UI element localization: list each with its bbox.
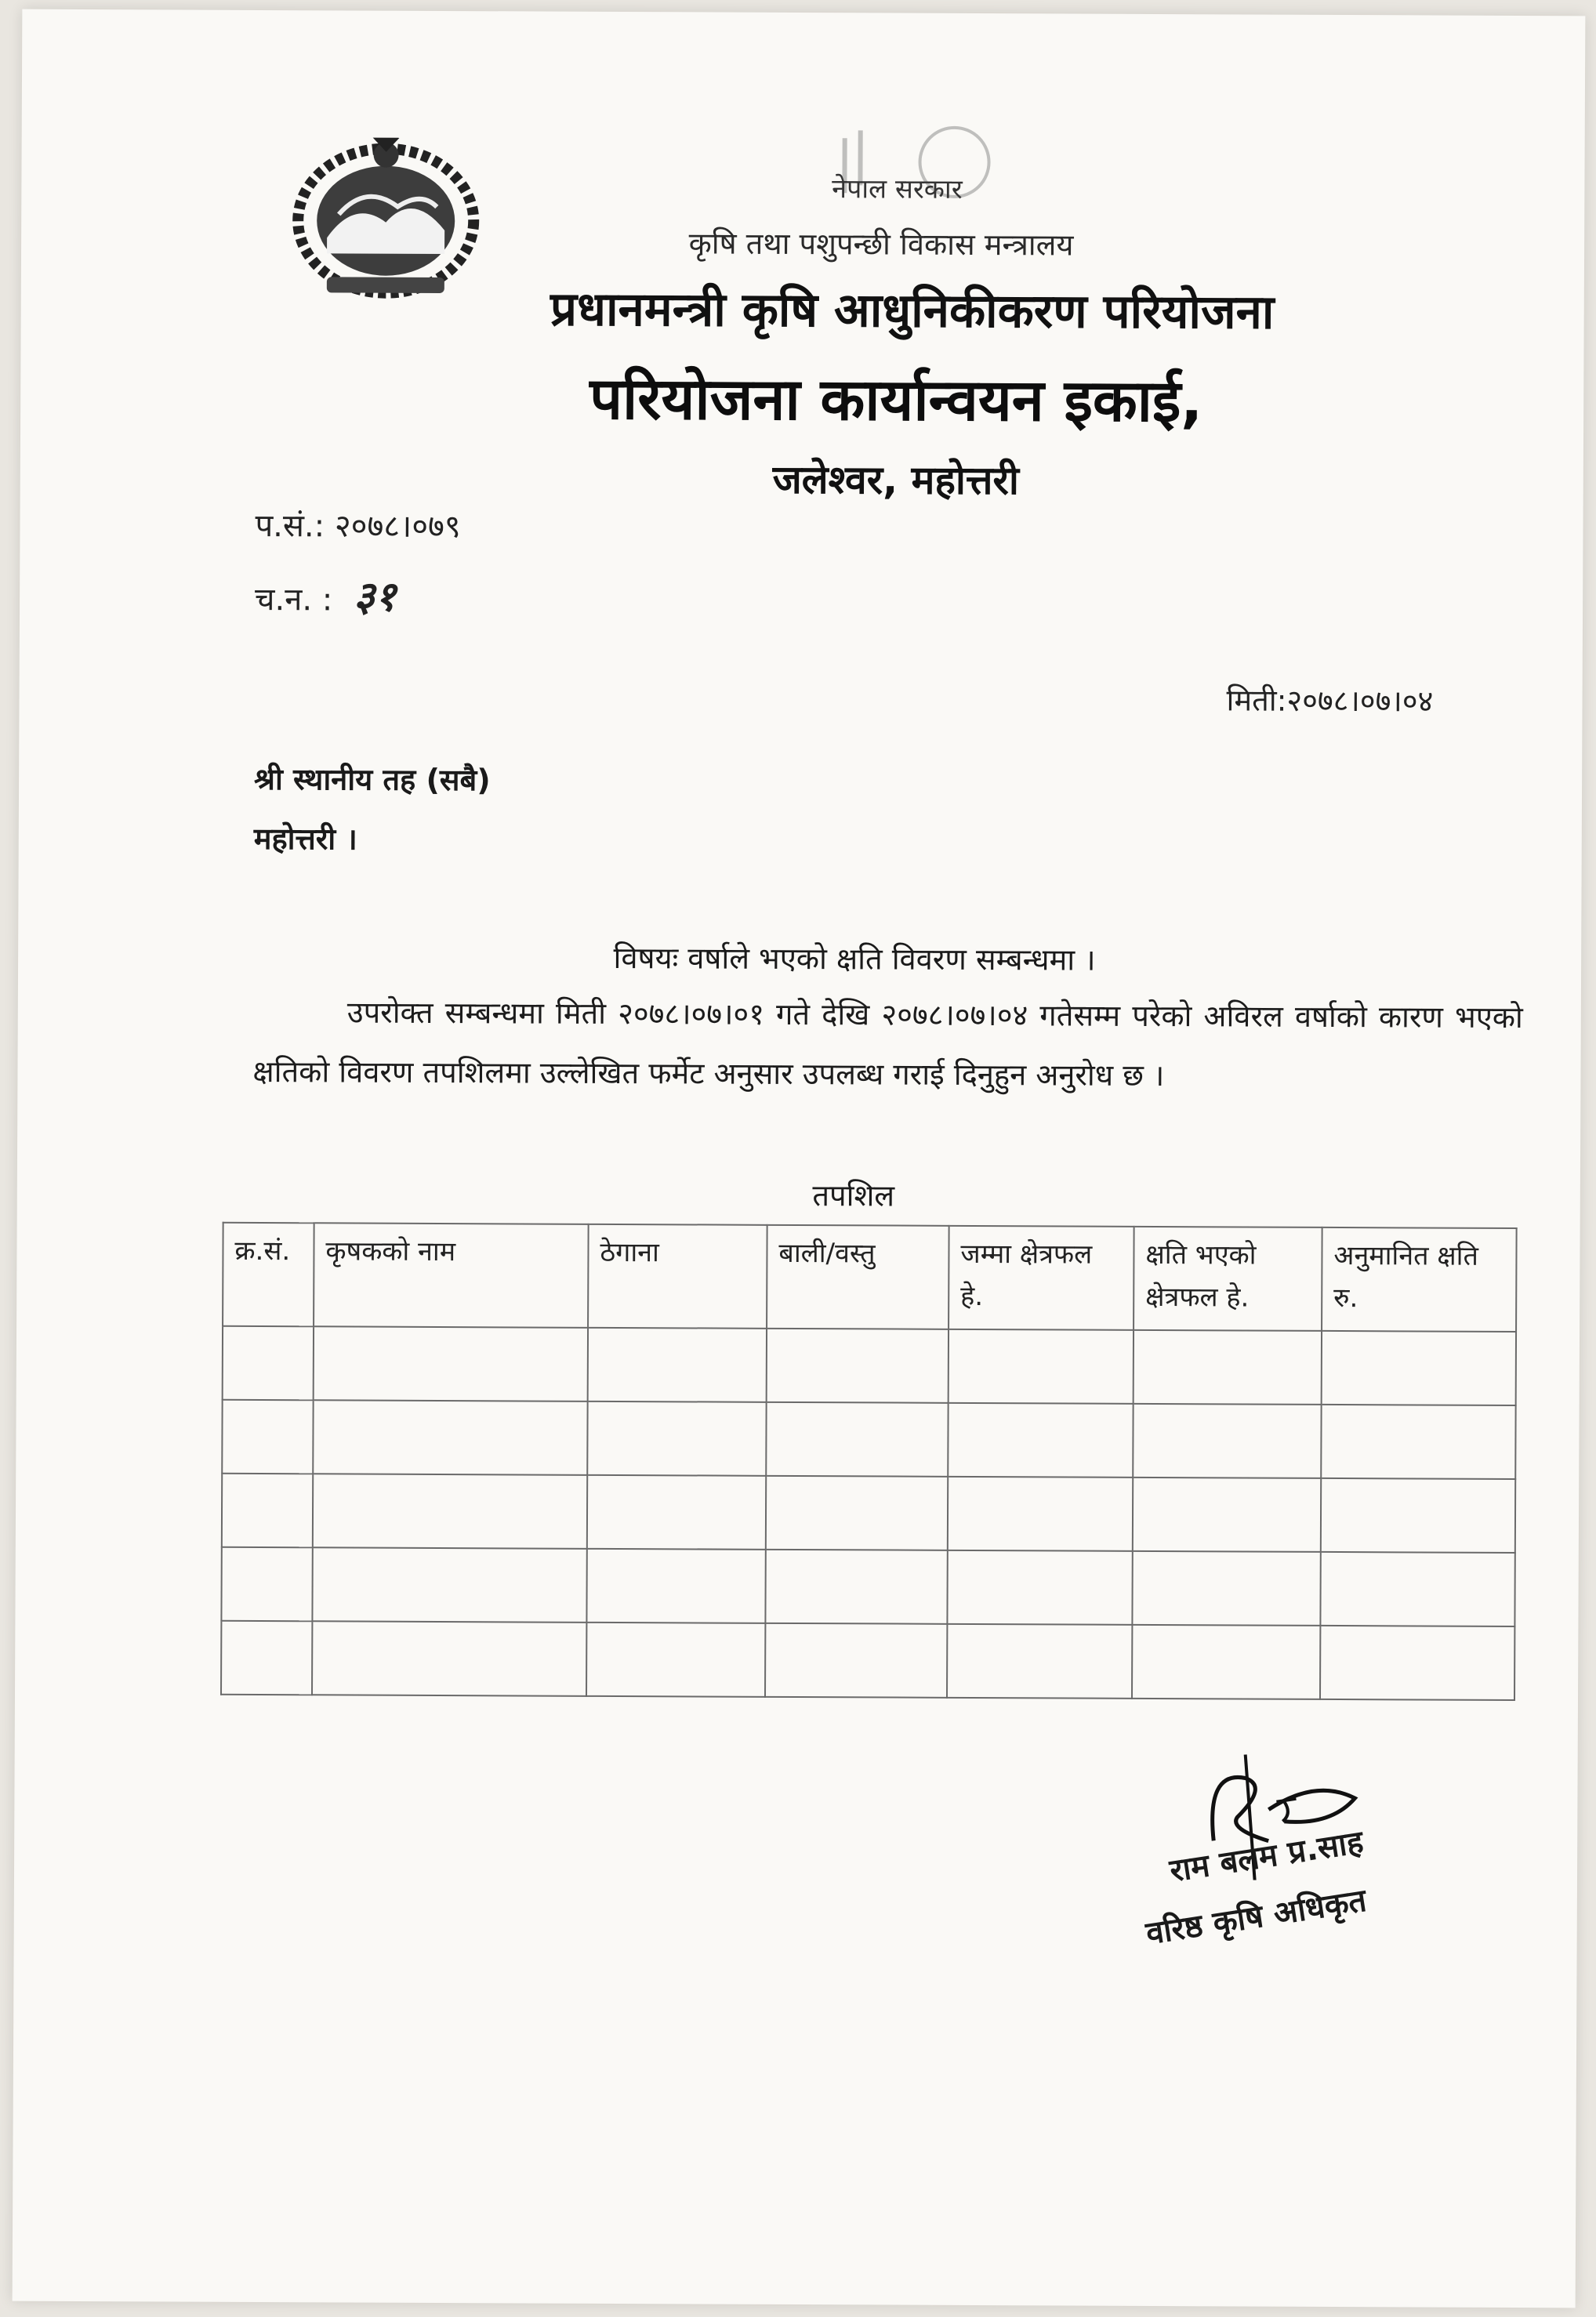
- addressee-line-2: महोत्तरी ।: [253, 821, 357, 857]
- addressee-line-1: श्री स्थानीय तह (सबै): [254, 761, 491, 798]
- col-damaged-area: क्षति भएको क्षेत्रफल हे.: [1134, 1227, 1322, 1331]
- letter-page: [13, 9, 1586, 2308]
- col-estimated-loss: अनुमानित क्षति रु.: [1322, 1227, 1517, 1332]
- project-name: प्रधानमन्त्री कृषि आधुनिकीकरण परियोजना: [550, 281, 1275, 340]
- table-row: [221, 1547, 1514, 1626]
- dispatch-number-value: ३१: [353, 573, 397, 621]
- table-header-row: [223, 1223, 1517, 1332]
- col-total-area: जम्मा क्षेत्रफल हे.: [949, 1226, 1134, 1330]
- col-farmer-name: कृषकको नाम: [314, 1223, 589, 1328]
- signatory-designation: वरिष्ठ कृषि अधिकृत: [1143, 1882, 1369, 1953]
- letter-number-value: २०७८।०७९: [334, 508, 461, 546]
- table-title: तपशिल: [812, 1178, 895, 1213]
- table-row: [222, 1474, 1515, 1553]
- letter-number: प.सं.: २०७८।०७९: [255, 507, 461, 546]
- unit-name: परियोजना कार्यान्वयन इकाई,: [589, 364, 1203, 436]
- table-row: [221, 1621, 1514, 1700]
- col-serial: क्र.सं.: [223, 1223, 314, 1327]
- ministry-name: कृषि तथा पशुपन्छी विकास मन्त्रालय: [688, 226, 1074, 263]
- letter-date: मिती:२०७८।०७।०४: [1226, 683, 1434, 719]
- office-location: जलेश्वर, महोत्तरी: [772, 456, 1020, 504]
- damage-details-table: [220, 1222, 1518, 1701]
- letter-body: उपरोक्त सम्बन्धमा मिती २०७८।०७।०१ गते देखि २०७८।०७।०४ गतेसम्म परेको अविरल वर्षाको कारण भएको क्षतिको विवरण तपशिलमा उल्लेखित फर्मेट अनुसार उपलब्ध गराई दिनुहुन अनुरोध छ ।: [252, 995, 1523, 1093]
- table-row: [222, 1400, 1515, 1479]
- table-row: [223, 1326, 1516, 1405]
- dispatch-number-label: च.न.: [255, 581, 313, 618]
- government-name: नेपाल सरकार: [832, 173, 963, 205]
- col-crop-item: बाली/वस्तु: [767, 1225, 949, 1329]
- col-address: ठेगाना: [588, 1224, 767, 1329]
- dispatch-number: च.न. : ३१: [255, 573, 397, 621]
- signatory-name: राम बलम प्र.साह: [1167, 1824, 1366, 1890]
- letter-number-label: प.सं.: [255, 507, 314, 545]
- subject-line: विषयः वर्षाले भएको क्षति विवरण सम्बन्धमा ।: [613, 940, 1096, 977]
